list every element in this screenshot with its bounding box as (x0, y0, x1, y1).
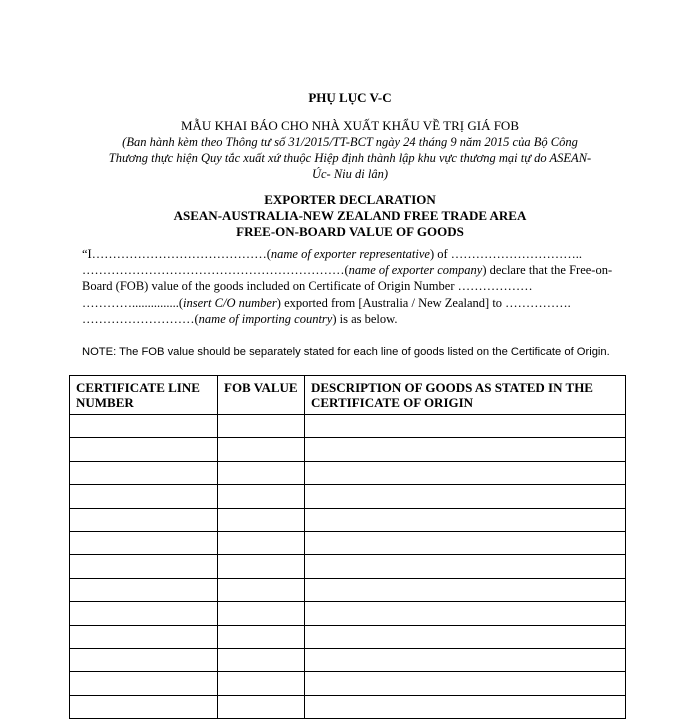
cell-description[interactable] (305, 555, 626, 578)
table-row (70, 555, 626, 578)
vietnamese-subtitle-line3: Úc- Niu di lân) (311, 167, 389, 181)
table-row (70, 695, 626, 718)
fob-value-table (69, 375, 626, 719)
body-text-2: ) of ………………………….. ………………………………………………………( (82, 247, 583, 278)
cell-description[interactable] (305, 602, 626, 625)
exporter-representative-hint: name of exporter representative (270, 247, 430, 261)
table-row (70, 508, 626, 531)
cell-fob-value[interactable] (218, 555, 305, 578)
cell-certificate-line-number[interactable] (70, 672, 218, 695)
cell-fob-value[interactable] (218, 438, 305, 461)
col-header-certificate-line-number: CERTIFICATE LINE NUMBER (70, 376, 218, 415)
cell-certificate-line-number[interactable] (70, 555, 218, 578)
table-row (70, 461, 626, 484)
cell-description[interactable] (305, 438, 626, 461)
cell-fob-value[interactable] (218, 578, 305, 601)
cell-certificate-line-number[interactable] (70, 531, 218, 554)
table-row (70, 438, 626, 461)
importing-country-hint: name of importing country (198, 311, 333, 326)
cell-certificate-line-number[interactable] (70, 625, 218, 648)
cell-fob-value[interactable] (218, 695, 305, 718)
cell-description[interactable] (305, 578, 626, 601)
fob-note: NOTE: The FOB value should be separately stated for each line of goods listed on the Certificate of Origin. (82, 346, 610, 358)
cell-fob-value[interactable] (218, 415, 305, 438)
vietnamese-subtitle-line1: (Ban hành kèm theo Thông tư số 31/2015/TT-BCT ngày 24 tháng 9 năm 2015 của Bộ Công (122, 135, 578, 149)
cell-fob-value[interactable] (218, 625, 305, 648)
cell-description[interactable] (305, 531, 626, 554)
vietnamese-subtitle-line2: Thương thực hiện Quy tắc xuất xứ thuộc Hiệp định thành lập khu vực thương mại tự do ASEAN- (108, 151, 592, 165)
cell-fob-value[interactable] (218, 508, 305, 531)
cell-certificate-line-number[interactable] (70, 508, 218, 531)
appendix-title: PHỤ LỤC V-C (308, 90, 392, 105)
col-header-fob-value: FOB VALUE (218, 376, 305, 415)
co-number-hint: insert C/O number (183, 295, 277, 310)
cell-description[interactable] (305, 695, 626, 718)
table-row (70, 485, 626, 508)
vietnamese-title: MẪU KHAI BÁO CHO NHÀ XUẤT KHẨU VỀ TRỊ GIÁ FOB (180, 118, 519, 133)
cell-certificate-line-number[interactable] (70, 602, 218, 625)
table-row (70, 578, 626, 601)
body-text-5: ) is as below. (332, 311, 398, 326)
body-text-1: “I……………………………………( (82, 247, 271, 261)
table-row (70, 648, 626, 671)
cell-description[interactable] (305, 415, 626, 438)
table-row (70, 625, 626, 648)
cell-certificate-line-number[interactable] (70, 578, 218, 601)
cell-fob-value[interactable] (218, 531, 305, 554)
table-row (70, 602, 626, 625)
table-header-row (70, 376, 626, 415)
col-header-description: DESCRIPTION OF GOODS AS STATED IN THE CERTIFICATE OF ORIGIN (305, 376, 626, 415)
body-text-3: ) declare that the Free-on-Board (FOB) value of the goods included on Certificate of Origin Number ……………… …………...............( (82, 263, 613, 310)
cell-fob-value[interactable] (218, 672, 305, 695)
table-body (70, 415, 626, 719)
cell-description[interactable] (305, 485, 626, 508)
exporter-company-hint: name of exporter company (348, 263, 483, 278)
cell-fob-value[interactable] (218, 485, 305, 508)
cell-description[interactable] (305, 625, 626, 648)
declaration-title-line3: FREE-ON-BOARD VALUE OF GOODS (236, 224, 464, 239)
cell-certificate-line-number[interactable] (70, 461, 218, 484)
table-row (70, 531, 626, 554)
cell-certificate-line-number[interactable] (70, 648, 218, 671)
table-row (70, 672, 626, 695)
declaration-title (70, 192, 630, 240)
cell-certificate-line-number[interactable] (70, 415, 218, 438)
declaration-body (82, 246, 620, 327)
cell-certificate-line-number[interactable] (70, 485, 218, 508)
declaration-title-line2: ASEAN-AUSTRALIA-NEW ZEALAND FREE TRADE AREA (173, 208, 527, 223)
cell-description[interactable] (305, 508, 626, 531)
body-text-4: ) exported from [Australia / New Zealand] to ……………. ………………………( (82, 295, 571, 326)
declaration-title-line1: EXPORTER DECLARATION (264, 192, 436, 207)
cell-description[interactable] (305, 648, 626, 671)
table-row (70, 415, 626, 438)
cell-fob-value[interactable] (218, 648, 305, 671)
cell-description[interactable] (305, 461, 626, 484)
cell-fob-value[interactable] (218, 461, 305, 484)
cell-description[interactable] (305, 672, 626, 695)
vietnamese-subtitle (70, 134, 630, 182)
cell-fob-value[interactable] (218, 602, 305, 625)
cell-certificate-line-number[interactable] (70, 438, 218, 461)
cell-certificate-line-number[interactable] (70, 695, 218, 718)
